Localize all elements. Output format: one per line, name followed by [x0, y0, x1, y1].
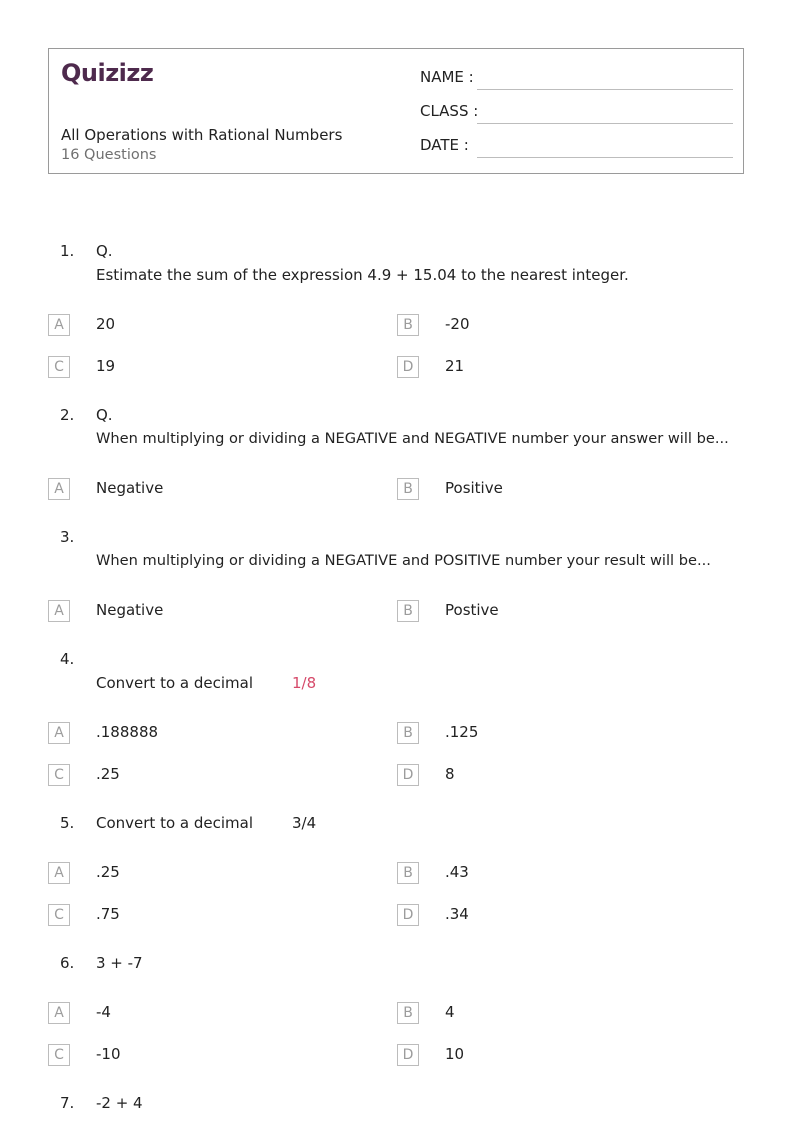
question-text: -2 + 4 — [96, 1094, 143, 1112]
option-letter: C — [48, 356, 70, 378]
option-text: 21 — [445, 357, 465, 375]
question-label: Q. — [96, 406, 113, 424]
question-count: 16 Questions — [61, 147, 157, 163]
option-text: 10 — [445, 1045, 465, 1063]
option-letter: D — [397, 764, 419, 786]
option-text: 4 — [445, 1003, 455, 1021]
worksheet-header — [48, 48, 744, 174]
option-letter: D — [397, 904, 419, 926]
option-text: Negative — [96, 601, 164, 619]
option-text: .34 — [445, 905, 469, 923]
option-text: .25 — [96, 765, 120, 783]
question-number: 5. — [60, 814, 75, 832]
worksheet-title: All Operations with Rational Numbers — [61, 126, 343, 144]
option-text: Postive — [445, 601, 499, 619]
question-number: 3. — [60, 528, 75, 546]
class-label: CLASS : — [420, 102, 479, 120]
option-letter: A — [48, 722, 70, 744]
option-text: 19 — [96, 357, 116, 375]
option-text: .75 — [96, 905, 120, 923]
option-text: 8 — [445, 765, 455, 783]
option-letter: B — [397, 1002, 419, 1024]
option-text: .25 — [96, 863, 120, 881]
option-letter: A — [48, 862, 70, 884]
option-letter: B — [397, 862, 419, 884]
option-letter: B — [397, 314, 419, 336]
option-text: .188888 — [96, 723, 159, 741]
option-letter: C — [48, 904, 70, 926]
fraction-value: 3/4 — [292, 814, 317, 832]
name-line — [477, 89, 733, 90]
question-number: 4. — [60, 650, 75, 668]
option-letter: B — [397, 722, 419, 744]
class-line — [477, 123, 733, 124]
question-text: When multiplying or dividing a NEGATIVE and NEGATIVE number your answer will be... — [96, 430, 729, 447]
name-label: NAME : — [420, 68, 474, 86]
question-number: 2. — [60, 406, 75, 424]
option-text: -10 — [96, 1045, 121, 1063]
option-letter: D — [397, 356, 419, 378]
question-text: Convert to a decimal — [96, 674, 254, 692]
option-letter: A — [48, 314, 70, 336]
option-letter: A — [48, 600, 70, 622]
fraction-value: 1/8 — [292, 674, 317, 692]
date-line — [477, 157, 733, 158]
question-text: 3 + -7 — [96, 954, 143, 972]
option-text: .125 — [445, 723, 479, 741]
option-letter: B — [397, 478, 419, 500]
question-text: When multiplying or dividing a NEGATIVE and POSITIVE number your result will be... — [96, 552, 711, 569]
option-letter: C — [48, 1044, 70, 1066]
option-letter: D — [397, 1044, 419, 1066]
option-letter: A — [48, 1002, 70, 1024]
date-label: DATE : — [420, 136, 469, 154]
option-text: .43 — [445, 863, 469, 881]
question-number: 6. — [60, 954, 75, 972]
option-text: 20 — [96, 315, 116, 333]
option-text: -20 — [445, 315, 470, 333]
option-letter: A — [48, 478, 70, 500]
question-text: Convert to a decimal — [96, 814, 254, 832]
question-number: 7. — [60, 1094, 75, 1112]
option-letter: B — [397, 600, 419, 622]
question-number: 1. — [60, 242, 75, 260]
question-label: Q. — [96, 242, 113, 260]
option-text: -4 — [96, 1003, 111, 1021]
question-text: Estimate the sum of the expression 4.9 + 15.04 to the nearest integer. — [96, 266, 629, 284]
option-letter: C — [48, 764, 70, 786]
option-text: Negative — [96, 479, 164, 497]
quizizz-logo: Quizizz — [61, 59, 154, 87]
option-text: Positive — [445, 479, 503, 497]
